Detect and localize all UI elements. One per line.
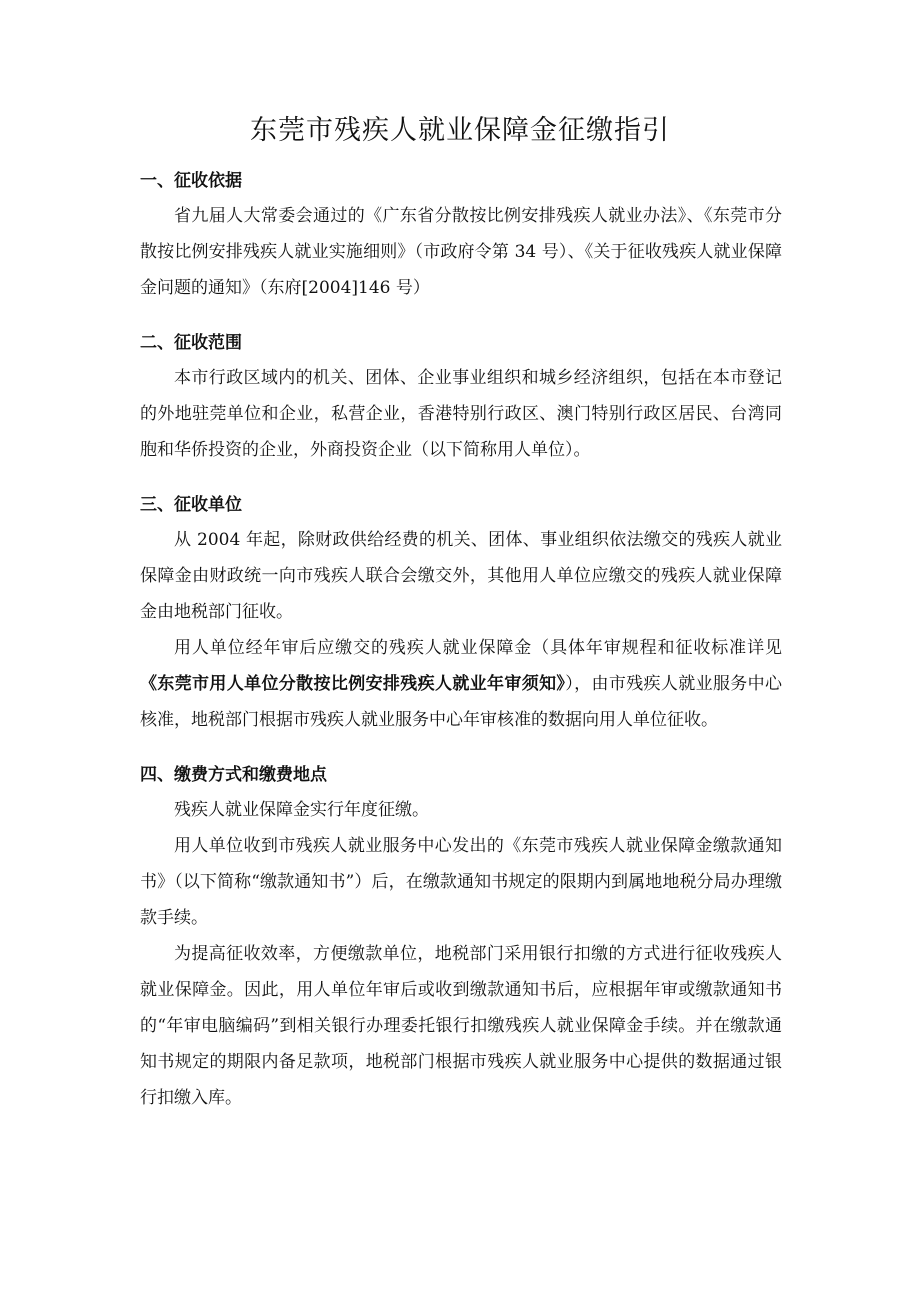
section-heading: 一、征收依据: [140, 171, 242, 191]
section-heading: 四、缴费方式和缴费地点: [140, 765, 327, 785]
document-title: 东莞市残疾人就业保障金征缴指引: [250, 115, 670, 146]
section-payment: [140, 758, 782, 1116]
paragraph: [140, 360, 782, 468]
referenced-document-title: 《东莞市用人单位分散按比例安排残疾人就业年审须知》: [140, 674, 566, 694]
paragraph-text: 用人单位经年审后应缴交的残疾人就业保障金（具体年审规程和征收标准详见: [174, 638, 782, 658]
section-scope: [140, 326, 782, 468]
section-collector: [140, 488, 782, 738]
paragraph-text: 用人单位收到市残疾人就业服务中心发出的《东莞市残疾人就业保障金缴款通知书》（以下简称“缴款通知书”）后，在缴款通知书规定的限期内到属地地税分局办理缴款手续。: [140, 836, 782, 928]
section-basis: [140, 164, 782, 306]
paragraph: [140, 522, 782, 630]
paragraph-text: 为提高征收效率，方便缴款单位，地税部门采用银行扣缴的方式进行征收残疾人就业保障金。因此，用人单位年审后或收到缴款通知书后，应根据年审或缴款通知书的“年审电脑编码”到相关银行办理委托银行扣缴残疾人就业保障金手续。并在缴款通知书规定的期限内备足款项，地税部门根据市残疾人就业服务中心提供的数据通过银行扣缴入库。: [140, 944, 782, 1108]
section-heading: 三、征收单位: [140, 495, 242, 515]
paragraph-text: ），由市残疾人就业服务中心核准，地税部门根据市残疾人就业服务中心年审核准的数据向用人单位征收。: [140, 674, 783, 730]
paragraph-text: 本市行政区域内的机关、团体、企业事业组织和城乡经济组织，包括在本市登记的外地驻莞单位和企业，私营企业，香港特别行政区、澳门特别行政区居民、台湾同胞和华侨投资的企业，外商投资企业（以下简称用人单位）。: [140, 368, 782, 460]
paragraph-text: 从 2004 年起，除财政供给经费的机关、团体、事业组织依法缴交的残疾人就业保障金由财政统一向市残疾人联合会缴交外，其他用人单位应缴交的残疾人就业保障金由地税部门征收。: [140, 530, 782, 622]
paragraph: [140, 828, 782, 936]
paragraph-text: 残疾人就业保障金实行年度征缴。: [174, 800, 429, 820]
document-body: [140, 164, 782, 1136]
paragraph: [140, 792, 782, 828]
paragraph: [140, 630, 782, 738]
paragraph-text: 省九届人大常委会通过的《广东省分散按比例安排残疾人就业办法》、《东莞市分散按比例安排残疾人就业实施细则》（市政府令第 34 号）、《关于征收残疾人就业保障金问题的通知》（东府[2004]146 号）: [140, 206, 782, 298]
paragraph: [140, 198, 782, 306]
section-heading: 二、征收范围: [140, 333, 242, 353]
paragraph: [140, 936, 782, 1116]
